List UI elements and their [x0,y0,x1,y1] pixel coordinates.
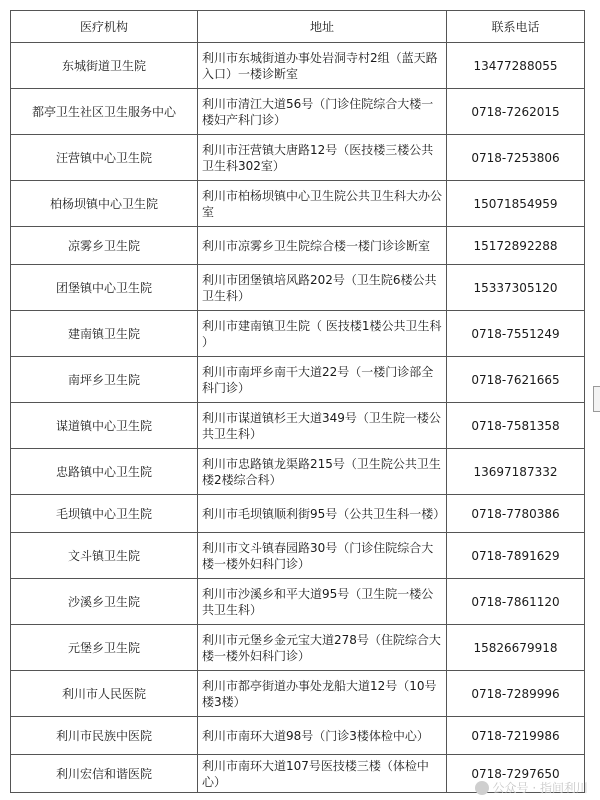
table-row [11,579,585,625]
org-cell: 利川市民族中医院 [11,717,198,755]
table-row [11,495,585,533]
header-row [11,11,585,43]
address-cell: 利川市柏杨坝镇中心卫生院公共卫生科大办公室 [198,181,447,227]
header-org: 医疗机构 [11,11,198,43]
org-cell: 都亭卫生社区卫生服务中心 [11,89,198,135]
phone-cell: 15172892288 [447,227,585,265]
address-cell: 利川市南环大道98号（门诊3楼体检中心） [198,717,447,755]
org-cell: 利川宏信和谐医院 [11,755,198,793]
table-row [11,403,585,449]
org-cell: 元堡乡卫生院 [11,625,198,671]
org-cell: 利川市人民医院 [11,671,198,717]
table-row [11,311,585,357]
table-row [11,181,585,227]
phone-cell: 0718-7551249 [447,311,585,357]
address-cell: 利川市东城街道办事处岩洞寺村2组（蓝天路入口）一楼诊断室 [198,43,447,89]
phone-cell: 0718-7219986 [447,717,585,755]
header-phone: 联系电话 [447,11,585,43]
clinic-table [10,10,585,793]
table-row [11,533,585,579]
address-cell: 利川市清江大道56号（门诊住院综合大楼一楼妇产科门诊） [198,89,447,135]
table-row [11,671,585,717]
org-cell: 谋道镇中心卫生院 [11,403,198,449]
org-cell: 凉雾乡卫生院 [11,227,198,265]
phone-cell: 0718-7891629 [447,533,585,579]
phone-cell: 0718-7780386 [447,495,585,533]
org-cell: 南坪乡卫生院 [11,357,198,403]
address-cell: 利川市凉雾乡卫生院综合楼一楼门诊诊断室 [198,227,447,265]
table-row [11,227,585,265]
phone-cell: 0718-7253806 [447,135,585,181]
org-cell: 东城街道卫生院 [11,43,198,89]
address-cell: 利川市团堡镇培风路202号（卫生院6楼公共卫生科） [198,265,447,311]
wechat-icon [475,781,489,795]
address-cell: 利川市文斗镇春园路30号（门诊住院综合大楼一楼外妇科门诊） [198,533,447,579]
phone-cell: 0718-7861120 [447,579,585,625]
address-cell: 利川市沙溪乡和平大道95号（卫生院一楼公共卫生科） [198,579,447,625]
phone-cell: 15826679918 [447,625,585,671]
address-cell: 利川市毛坝镇顺利街95号（公共卫生科一楼） [198,495,447,533]
address-cell: 利川市忠路镇龙渠路215号（卫生院公共卫生楼2楼综合科） [198,449,447,495]
org-cell: 沙溪乡卫生院 [11,579,198,625]
phone-cell: 0718-7621665 [447,357,585,403]
phone-cell: 0718-7581358 [447,403,585,449]
table-row [11,43,585,89]
phone-cell: 13697187332 [447,449,585,495]
phone-cell: 0718-7289996 [447,671,585,717]
address-cell: 利川市谋道镇杉王大道349号（卫生院一楼公共卫生科） [198,403,447,449]
phone-cell: 0718-7262015 [447,89,585,135]
phone-cell: 13477288055 [447,43,585,89]
phone-cell: 15071854959 [447,181,585,227]
address-cell: 利川市汪营镇大唐路12号（医技楼三楼公共卫生科302室） [198,135,447,181]
watermark-text: 公众号 · 指间利川 [492,781,588,795]
org-cell: 文斗镇卫生院 [11,533,198,579]
table-row [11,265,585,311]
side-collapse-handle[interactable] [593,386,600,412]
org-cell: 汪营镇中心卫生院 [11,135,198,181]
table-row [11,625,585,671]
table-row [11,135,585,181]
org-cell: 团堡镇中心卫生院 [11,265,198,311]
address-cell: 利川市南环大道107号医技楼三楼（体检中心） [198,755,447,793]
table-row [11,717,585,755]
org-cell: 柏杨坝镇中心卫生院 [11,181,198,227]
address-cell: 利川市元堡乡金元宝大道278号（住院综合大楼一楼外妇科门诊） [198,625,447,671]
table-row [11,89,585,135]
phone-cell: 0718-7297650 [447,755,585,793]
org-cell: 建南镇卫生院 [11,311,198,357]
address-cell: 利川市建南镇卫生院（ 医技楼1楼公共卫生科 ） [198,311,447,357]
table-row [11,357,585,403]
address-cell: 利川市都亭街道办事处龙船大道12号（10号楼3楼） [198,671,447,717]
org-cell: 毛坝镇中心卫生院 [11,495,198,533]
phone-cell: 15337305120 [447,265,585,311]
address-cell: 利川市南坪乡南干大道22号（一楼门诊部全科门诊） [198,357,447,403]
org-cell: 忠路镇中心卫生院 [11,449,198,495]
watermark [475,779,588,796]
header-address: 地址 [198,11,447,43]
table-row [11,449,585,495]
